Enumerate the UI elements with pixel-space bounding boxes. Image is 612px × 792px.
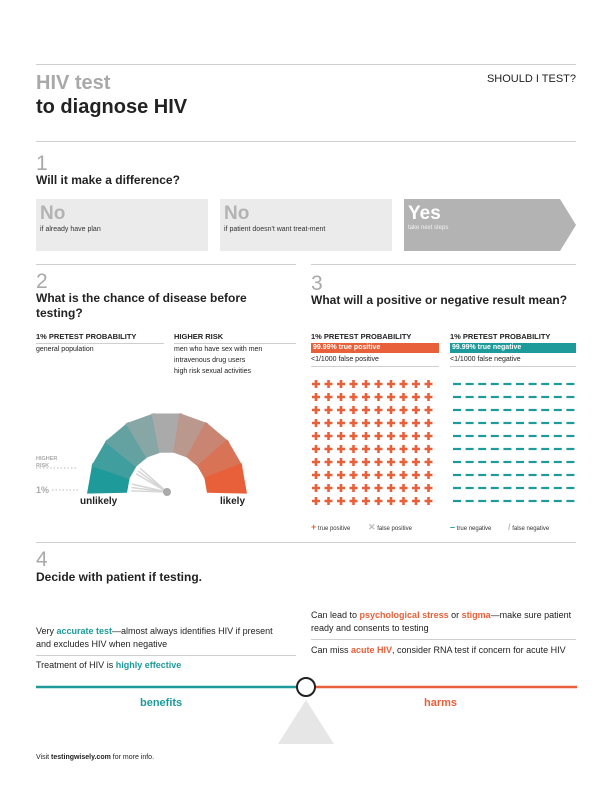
gauge-pivot xyxy=(163,488,171,496)
true-positive-mark xyxy=(425,393,433,401)
true-positive-mark xyxy=(362,445,370,453)
false-negative-text: <1/1000 false negative xyxy=(450,356,521,363)
gauge-unlikely-label: unlikely xyxy=(80,496,118,507)
negative-result-column xyxy=(450,332,576,365)
true-positive-mark xyxy=(312,471,320,479)
true-positive-mark xyxy=(312,393,320,401)
true-positive-mark xyxy=(362,484,370,492)
true-positive-mark xyxy=(362,471,370,479)
title-line1: HIV test xyxy=(36,72,111,94)
true-positive-mark xyxy=(312,458,320,466)
true-positive-mark xyxy=(412,393,420,401)
true-positive-mark xyxy=(325,445,333,453)
true-positive-mark xyxy=(362,406,370,414)
true-positive-mark xyxy=(400,484,408,492)
high-risk-line: men who have sex with men xyxy=(174,346,263,353)
section4-rule xyxy=(36,542,576,543)
gauge-1pct-label: 1% xyxy=(36,485,50,495)
true-positive-mark xyxy=(337,380,345,388)
positive-heading: 1% PRETEST PROBABILITY xyxy=(311,332,412,341)
true-positive-mark xyxy=(325,471,333,479)
true-positive-mark xyxy=(412,406,420,414)
true-positive-mark xyxy=(387,458,395,466)
legend-false-positive xyxy=(368,522,412,533)
true-positive-mark xyxy=(350,380,358,388)
section4-question: Decide with patient if testing. xyxy=(36,570,203,584)
highlight: stigma xyxy=(461,610,491,620)
true-positive-mark xyxy=(412,458,420,466)
plus-icon: + xyxy=(311,522,317,532)
true-positive-mark xyxy=(312,380,320,388)
section2-question: What is the chance of disease before testing? xyxy=(36,291,247,320)
negative-heading: 1% PRETEST PROBABILITY xyxy=(450,332,551,341)
true-positive-mark xyxy=(387,393,395,401)
true-positive-mark xyxy=(312,406,320,414)
balance-scale xyxy=(30,672,586,747)
true-positive-mark xyxy=(337,471,345,479)
option-detail: if patient doesn't want treat-ment xyxy=(224,226,326,233)
true-positive-mark xyxy=(362,432,370,440)
true-negative-bar: 99.99% true negative xyxy=(450,343,576,353)
true-positive-mark xyxy=(425,419,433,427)
true-positive-mark xyxy=(387,484,395,492)
true-positive-mark xyxy=(337,432,345,440)
true-positive-mark xyxy=(312,497,320,505)
true-positive-mark xyxy=(425,432,433,440)
section3-rule xyxy=(311,264,576,265)
gauge-likely-label: likely xyxy=(220,496,246,507)
true-positive-mark xyxy=(425,497,433,505)
true-positive-mark xyxy=(387,406,395,414)
true-positive-mark xyxy=(375,445,383,453)
true-positive-mark xyxy=(400,380,408,388)
section1-rule xyxy=(36,141,576,142)
true-positive-mark xyxy=(400,419,408,427)
legend-true-positive xyxy=(311,522,350,532)
highlight: psychological stress xyxy=(359,610,449,620)
legend-label: false positive xyxy=(377,526,412,532)
true-positive-mark xyxy=(375,393,383,401)
true-positive-mark xyxy=(350,393,358,401)
low-risk-column xyxy=(36,332,164,355)
true-positive-mark xyxy=(325,406,333,414)
true-positive-mark xyxy=(312,445,320,453)
true-positive-mark xyxy=(337,445,345,453)
benefit-accurate: Very accurate test—almost always identifies HIV if present and excludes HIV when negative xyxy=(36,626,273,649)
section2-rule xyxy=(36,264,296,265)
true-positive-mark xyxy=(350,497,358,505)
benefit-divider xyxy=(36,655,296,656)
true-positive-mark xyxy=(400,471,408,479)
result-icon-grids xyxy=(311,378,579,508)
true-positive-mark xyxy=(387,380,395,388)
harms-label: harms xyxy=(424,697,458,709)
footer: Visit testingwisely.com for more info. xyxy=(36,754,155,761)
benefit-effective: Treatment of HIV is highly effective xyxy=(36,660,182,670)
true-positive-mark xyxy=(362,497,370,505)
legend-false-negative xyxy=(508,522,549,532)
highlight: accurate test xyxy=(56,626,113,636)
harm-divider xyxy=(311,639,576,640)
true-positive-mark xyxy=(400,458,408,466)
section1-number: 1 xyxy=(36,152,48,175)
true-positive-mark xyxy=(425,484,433,492)
header-rule xyxy=(36,64,576,65)
true-positive-mark xyxy=(375,484,383,492)
true-positive-mark xyxy=(350,484,358,492)
positive-result-column xyxy=(311,332,439,365)
legend-label: true positive xyxy=(317,526,351,532)
low-risk-heading: 1% PRETEST PROBABILITY xyxy=(36,332,137,341)
true-positive-mark xyxy=(425,380,433,388)
page-title: to diagnose HIV xyxy=(36,96,188,118)
high-risk-line: high risk sexual activities xyxy=(174,368,252,375)
true-positive-mark xyxy=(412,432,420,440)
highlight: highly effective xyxy=(115,660,182,670)
true-positive-mark xyxy=(387,419,395,427)
option-no-treatment xyxy=(220,199,392,251)
true-positive-mark xyxy=(350,406,358,414)
true-positive-mark xyxy=(325,497,333,505)
dash-icon: – xyxy=(450,522,456,532)
gauge-higher-risk-label: HIGHER RISK xyxy=(36,456,58,469)
footer-link[interactable]: testingwisely.com xyxy=(51,754,111,761)
true-positive-mark xyxy=(387,497,395,505)
option-label: No xyxy=(224,203,250,224)
header-tag: SHOULD I TEST? xyxy=(486,73,576,85)
true-positive-mark xyxy=(400,393,408,401)
true-positive-mark xyxy=(325,484,333,492)
balance-pivot xyxy=(297,678,315,696)
true-positive-mark xyxy=(325,380,333,388)
true-positive-mark xyxy=(350,432,358,440)
true-positive-mark xyxy=(375,432,383,440)
true-positive-mark xyxy=(350,445,358,453)
high-risk-column xyxy=(174,332,296,377)
true-positive-mark xyxy=(412,484,420,492)
true-positive-mark xyxy=(362,393,370,401)
true-positive-mark xyxy=(325,432,333,440)
cross-icon: ✕ xyxy=(368,522,376,532)
true-positive-mark xyxy=(325,393,333,401)
true-positive-mark xyxy=(425,458,433,466)
true-positive-mark xyxy=(412,380,420,388)
true-positive-mark xyxy=(412,445,420,453)
true-positive-mark xyxy=(387,471,395,479)
true-positive-mark xyxy=(400,432,408,440)
true-positive-mark xyxy=(362,419,370,427)
section1-question: Will it make a difference? xyxy=(36,173,180,187)
option-label: No xyxy=(40,203,66,224)
true-positive-mark xyxy=(362,458,370,466)
benefits-label: benefits xyxy=(140,697,183,709)
true-positive-mark xyxy=(400,497,408,505)
true-positive-mark xyxy=(375,419,383,427)
true-positive-mark xyxy=(337,419,345,427)
high-risk-heading: HIGHER RISK xyxy=(174,332,224,341)
true-positive-mark xyxy=(412,419,420,427)
legend-label: true negative xyxy=(456,526,492,532)
true-positive-mark xyxy=(312,419,320,427)
true-positive-mark xyxy=(400,406,408,414)
true-positive-mark xyxy=(387,432,395,440)
slash-icon: / xyxy=(508,522,511,532)
section3-number: 3 xyxy=(311,272,323,295)
false-positive-text: <1/1000 false positive xyxy=(311,356,379,363)
highlight: acute HIV xyxy=(351,645,393,655)
true-positive-mark xyxy=(375,380,383,388)
true-positive-mark xyxy=(350,419,358,427)
true-positive-mark xyxy=(350,471,358,479)
true-positive-mark xyxy=(325,419,333,427)
true-positive-mark xyxy=(412,497,420,505)
true-positive-mark xyxy=(412,471,420,479)
true-positive-mark xyxy=(375,406,383,414)
true-positive-bar: 99.99% true positive xyxy=(311,343,439,353)
divider xyxy=(174,343,296,344)
true-positive-mark xyxy=(312,432,320,440)
divider xyxy=(450,366,576,367)
true-positive-mark xyxy=(375,497,383,505)
true-positive-mark xyxy=(425,445,433,453)
option-yes-detail: take next steps xyxy=(408,225,449,231)
harm-stress: Can lead to psychological stress or stigma—make sure patient ready and consents to testing xyxy=(311,610,572,633)
true-positive-mark xyxy=(375,471,383,479)
true-positive-mark xyxy=(312,484,320,492)
option-yes-label: Yes xyxy=(408,203,441,224)
true-positive-mark xyxy=(400,445,408,453)
true-positive-mark xyxy=(337,393,345,401)
section2-number: 2 xyxy=(36,270,48,293)
true-positive-mark xyxy=(425,471,433,479)
section4-number: 4 xyxy=(36,548,48,571)
divider xyxy=(311,366,439,367)
option-no-plan xyxy=(36,199,208,251)
true-positive-mark xyxy=(337,497,345,505)
true-positive-mark xyxy=(350,458,358,466)
true-positive-mark xyxy=(337,458,345,466)
high-risk-line: intravenous drug users xyxy=(174,357,246,364)
true-positive-mark xyxy=(362,380,370,388)
true-positive-mark xyxy=(425,406,433,414)
harm-acute: Can miss acute HIV, consider RNA test if concern for acute HIV xyxy=(311,645,566,655)
true-positive-mark xyxy=(337,484,345,492)
section3-question: What will a positive or negative result mean? xyxy=(311,293,568,307)
legend-true-negative xyxy=(450,522,491,532)
legend-label: false negative xyxy=(512,526,550,532)
divider xyxy=(36,343,164,344)
low-risk-line: general population xyxy=(36,346,94,353)
true-positive-mark xyxy=(387,445,395,453)
option-detail: if already have plan xyxy=(40,226,101,233)
fulcrum xyxy=(278,700,334,744)
true-positive-mark xyxy=(375,458,383,466)
true-positive-mark xyxy=(325,458,333,466)
true-positive-mark xyxy=(337,406,345,414)
